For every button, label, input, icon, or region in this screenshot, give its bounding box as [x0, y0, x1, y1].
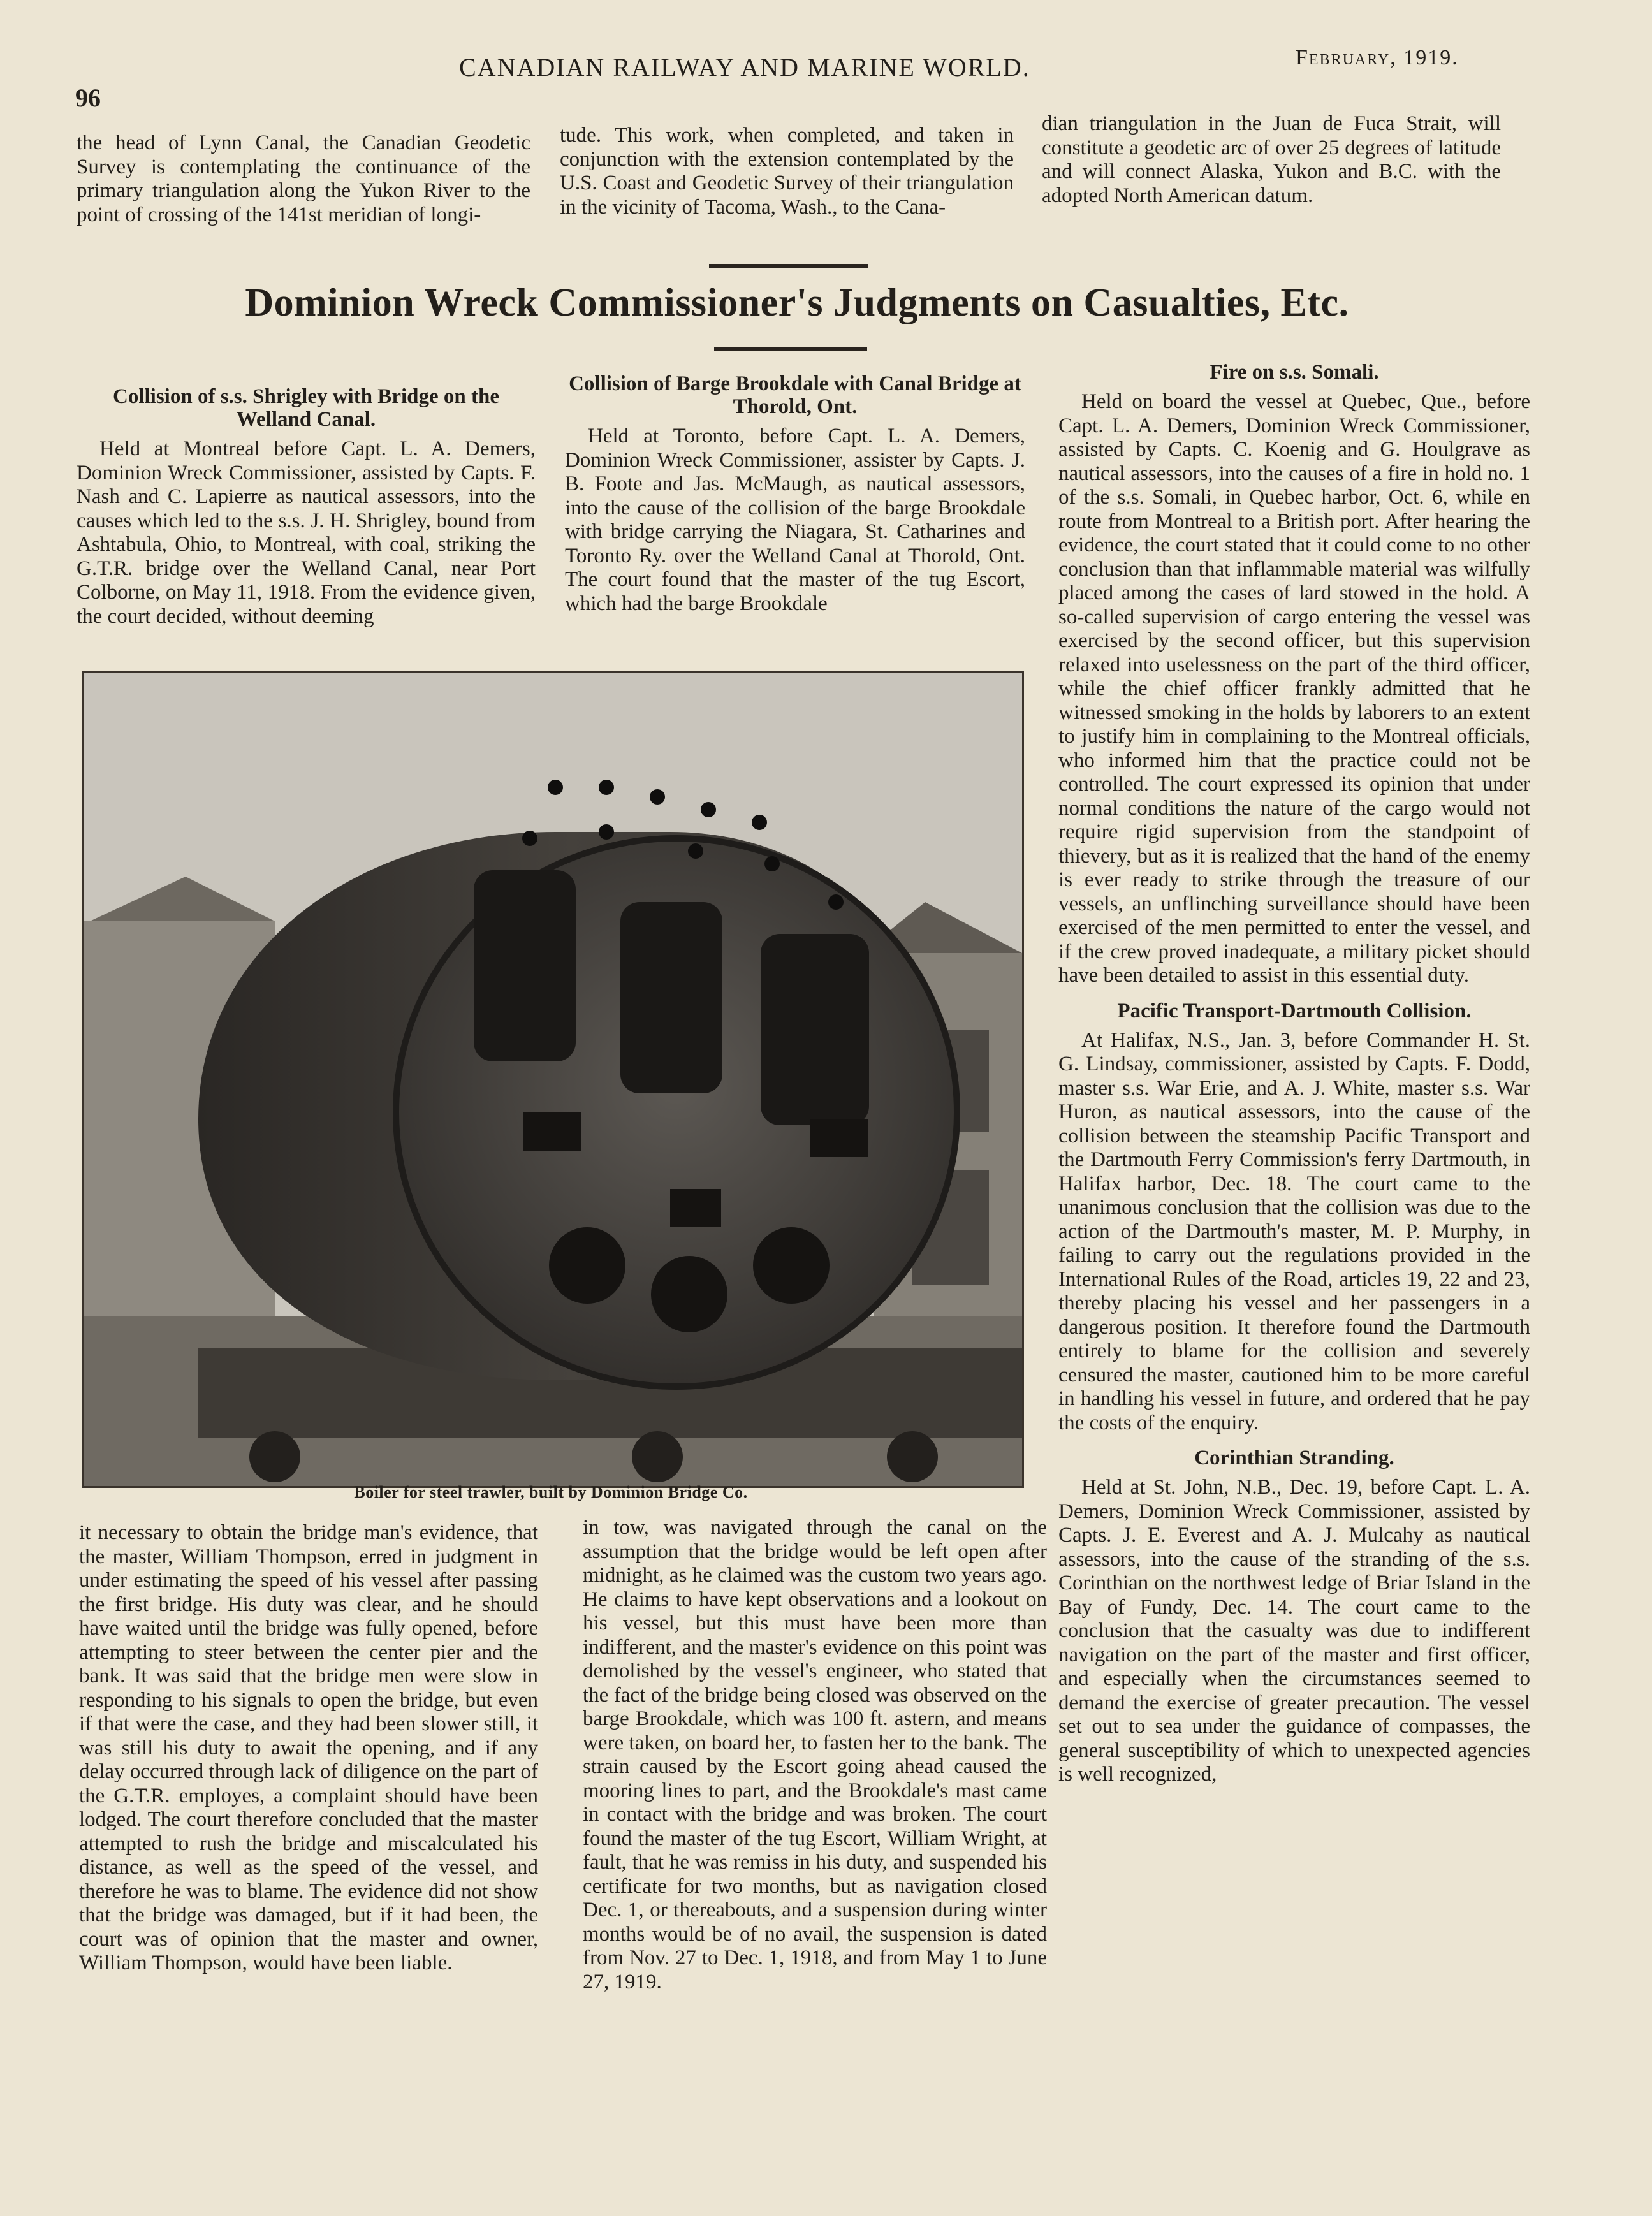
shrigley-continued — [79, 1521, 538, 1976]
top-column-3 — [1042, 112, 1501, 208]
pacific-transport-text: At Halifax, N.S., Jan. 3, before Commander H. St. G. Lindsay, commissioner, assisted by Capts. F. Dodd, master s.s. War Erie, and A. J. White, master s.s. War Huron, as nautical assessors, into the cause of the collision between the steamship Pacific Transport and the Dartmouth Ferry Commission's ferry Dartmouth, in Halifax harbor, Dec. 18. The court came to the unanimous conclusion that the collision was due to the action of the Dartmouth's master, M. P. Murphy, in failing to carry out the regulations provided in the International Rules of the Road, articles 19, 22 and 23, thereby placing his vessel and her passengers in a dangerous position. It therefore found the Dartmouth entirely to blame for the collision and severely censured the master, cautioned him to be more careful in handling his vessel in future, and ordered that he pay the costs of the enquiry. — [1058, 1028, 1530, 1434]
shrigley-continued-text: it necessary to obtain the bridge man's evidence, that the master, William Thompson, erred in judgment in under estimating the speed of his vessel after passing the first bridge. His duty was clear, and he should have waited until the bridge was fully opened, before attempting to steer between the center pier and the bank. It was said that the bridge men were slow in responding to his signals to open the bridge, but even if that were the case, and they had been slower still, it was still his duty to await the opening, and if any delay occurred through lack of diligence on the part of the G.T.R. employes, a complaint should have been lodged. The court therefore concluded that the master attempted to rush the bridge and miscalculated his distance, as well as the speed of the vessel, and therefore he was to blame. The evidence did not show that the bridge was damaged, but if it had been, the court was of opinion that the master and owner, William Thompson, would have been liable. — [79, 1521, 538, 1974]
shrigley-lead-text: Held at Montreal before Capt. L. A. Demers, Dominion Wreck Commissioner, assisted by Capts. F. Nash and C. Lapierre as nautical assessors, into the causes which led to the s.s. J. H. Shrigley, bound from Ashtabula, Ohio, to Montreal, with coal, striking the G.T.R. bridge over the Welland Canal, near Port Colborne, on May 11, 1918. From the evidence given, the court decided, without deeming — [77, 437, 536, 628]
corinthian-text: Held at St. John, N.B., Dec. 19, before Capt. L. A. Demers, Dominion Wreck Commissioner, assisted by Capts. J. E. Everest and A. J. Mulcahy as nautical assessors, into the cause of the stranding of the s.s. Corinthian on the northwest ledge of Briar Island in the Bay of Fundy, Dec. 14. The court came to the conclusion that the casualty was due to indifferent navigation on the part of the master and first officer, and especially when the circumstances seemed to demand the exercise of greater precaution. The vessel set out to sea under the guidance of compasses, the general susceptibility of which to unexpected agencies is well recognized, — [1058, 1476, 1530, 1786]
article-title: Dominion Wreck Commissioner's Judgments on Casualties, Etc. — [245, 281, 1349, 324]
somali-text: Held on board the vessel at Quebec, Que., before Capt. L. A. Demers, Dominion Wreck Commissioner, assisted by Capts. C. Koenig and G. Houlgrave as nautical assessors, into the causes of a fire in hold no. 1 of the s.s. Somali, in Quebec harbor, Oct. 6, while en route from Montreal to a British port. After hearing the evidence, the court stated that it could come to no other conclusion than that inflammable material was wilfully placed among the cases of lard stowed in the hold. A so-called supervision of cargo entering the vessel was exercised by the second officer, but this supervision relaxed into uselessness on the part of the third officer, while the chief officer frankly admitted that he witnessed smoking in the holds by laborers to an extent to justify him in complaining to the Montreal officials, who informed him that the practice could not be controlled. The court expressed its opinion that under normal conditions the nature of the cargo would not require rigid supervision from the standpoint of thievery, but as it is realized that the hand of the enemy is ever ready to strike through the treasure of our vessels, an unflinching surveillance should have been exercised of the men permitted to enter the vessel, and if the crew proved inadequate, a military picket should have been detailed to assist in this essential duty. — [1058, 390, 1530, 987]
top-column-2-text: tude. This work, when completed, and taken in conjunction with the extension contemplated by the U.S. Coast and Geodetic Survey of their triangulation in the vicinity of Tacoma, Wash., to the Cana- — [560, 124, 1014, 219]
shrigley-section — [77, 385, 536, 629]
top-column-1 — [77, 131, 530, 227]
brookdale-heading: Collision of Barge Brookdale with Canal Bridge at Thorold, Ont. — [569, 372, 1021, 418]
top-column-1-text: the head of Lynn Canal, the Canadian Geodetic Survey is contemplating the continuance of the primary triangulation along the Yukon River to the point of crossing of the 141st meridian of longi- — [77, 131, 530, 226]
top-column-3-text: dian triangulation in the Juan de Fuca Strait, will constitute a geodetic arc of over 25 degrees of latitude and will connect Alaska, Yukon and B.C. with the adopted North American datum. — [1042, 112, 1501, 207]
shrigley-heading: Collision of s.s. Shrigley with Bridge on the Welland Canal. — [113, 385, 499, 431]
brookdale-lead-text: Held at Toronto, before Capt. L. A. Demers, Dominion Wreck Commissioner, assister by Capts. J. B. Foote and Jas. McMaugh, as nautical assessors, into the cause of the collision of the barge Brookdale with bridge carrying the Niagara, St. Catharines and Toronto Ry. over the Welland Canal at Thorold, Ont. The court found that the master of the tug Escort, which had the barge Brookdale — [565, 425, 1025, 615]
somali-heading: Fire on s.s. Somali. — [1210, 361, 1379, 384]
top-column-2 — [560, 124, 1014, 219]
brookdale-section — [565, 372, 1025, 616]
boiler-illustration — [84, 673, 1022, 1486]
running-title: CANADIAN RAILWAY AND MARINE WORLD. — [459, 53, 1030, 82]
figure-caption: Boiler for steel trawler, built by Dominion Bridge Co. — [354, 1483, 748, 1501]
corinthian-heading: Corinthian Stranding. — [1194, 1447, 1394, 1469]
title-divider-rule — [714, 347, 867, 351]
issue-date: February, 1919. — [1296, 46, 1459, 69]
brookdale-continued-text: in tow, was navigated through the canal on the assumption that the bridge would be left open after midnight, as he claimed was the custom two years ago. He claims to have kept observations and a lookout on his vessel, but this must have been more than indifferent, and the master's evidence on this point was demolished by the vessel's engineer, who stated that the fact of the bridge being closed was observed on the barge Brookdale, which was 100 ft. astern, and means were taken, on board her, to fasten her to the bank. The strain caused by the Escort going ahead caused the mooring lines to part, and the Brookdale's mast came in contact with the bridge and was broken. The court found the master of the tug Escort, William Wright, at fault, that he was remiss in his duty, and suspended his certificate for two months, but as navigation closed Dec. 1, or thereabouts, and a suspension during winter months would be of no avail, the suspension is dated from Nov. 27 to Dec. 1, 1918, and from May 1 to June 27, 1919. — [583, 1516, 1047, 1994]
pacific-transport-heading: Pacific Transport-Dartmouth Collision. — [1117, 999, 1472, 1023]
right-column — [1058, 361, 1530, 1787]
top-divider-rule — [709, 264, 868, 268]
brookdale-continued — [583, 1516, 1047, 1994]
page-number: 96 — [75, 84, 101, 112]
boiler-photograph — [82, 671, 1024, 1488]
